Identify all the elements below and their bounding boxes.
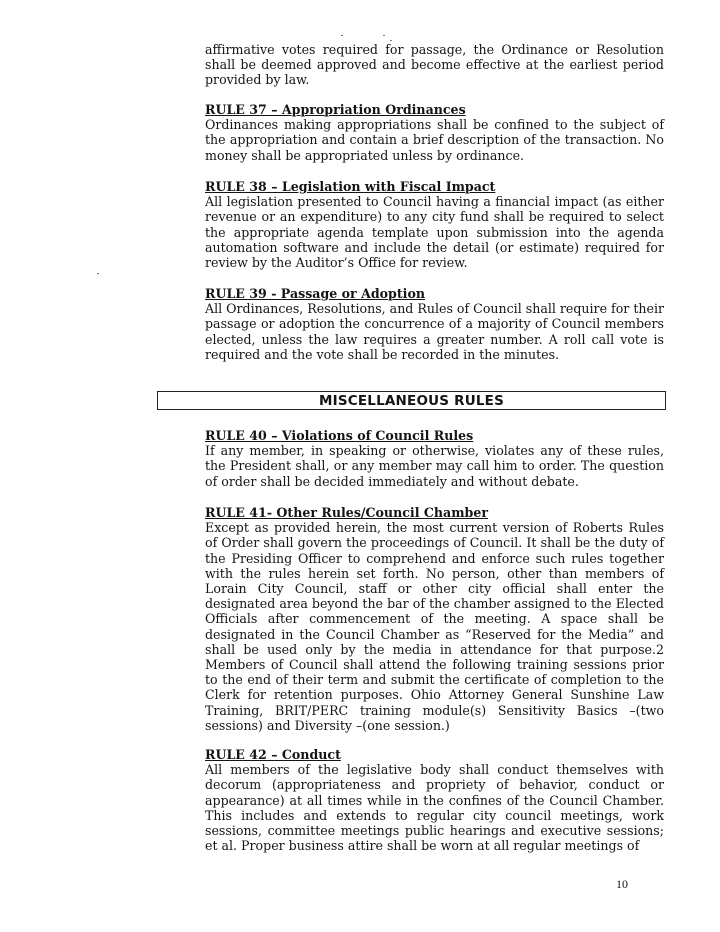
scan-speck xyxy=(97,273,99,274)
rule-body: Except as provided herein, the most current version of Roberts Rules of Order shall govern the proceedings of Council. It shall be the duty of the Presiding Officer to comprehend and enforce such rules together with the rules herein set forth. No person, other than members of Lorain City Council, staff or other city official shall enter the designated area beyond the bar of the chamber assigned to the Elected Officials after commencement of the meeting. A space shall be designated in the Council Chamber as “Reserved for the Media” and shall be used only by the media in attendance for that purpose.2 Members of Council shall attend the following training sessions prior to the end of their term and submit the certificate of completion to the Clerk for retention purposes. Ohio Attorney General Sunshine Law Training, BRIT/PERC training module(s) Sensitivity Basics –(two sessions) and Diversity –(one session.) xyxy=(205,520,664,733)
rule-heading: RULE 41- Other Rules/Council Chamber xyxy=(205,505,488,520)
scan-speck xyxy=(341,35,343,36)
continuation-block xyxy=(205,42,664,88)
rule-42 xyxy=(205,747,664,853)
section-banner: MISCELLANEOUS RULES xyxy=(157,391,666,410)
rule-41 xyxy=(205,505,664,733)
rule-37 xyxy=(205,102,664,163)
rule-heading: RULE 38 – Legislation with Fiscal Impact xyxy=(205,179,496,194)
page-number: 10 xyxy=(616,877,628,891)
rule-heading: RULE 42 – Conduct xyxy=(205,747,341,762)
rule-heading: RULE 39 - Passage or Adoption xyxy=(205,286,426,301)
continuation-text: affirmative votes required for passage, the Ordinance or Resolution shall be deemed approved and become effective at the earliest period provided by law. xyxy=(205,42,664,88)
scan-speck xyxy=(383,35,385,36)
rule-body: Ordinances making appropriations shall be confined to the subject of the appropriation and contain a brief description of the transaction. No money shall be appropriated unless by ordinance. xyxy=(205,117,664,163)
rule-body: All Ordinances, Resolutions, and Rules of Council shall require for their passage or adoption the concurrence of a majority of Council members elected, unless the law requires a greater number. A roll call vote is required and the vote shall be recorded in the minutes. xyxy=(205,301,664,362)
rule-body: All members of the legislative body shall conduct themselves with decorum (appropriateness and propriety of behavior, conduct or appearance) at all times while in the confines of the Council Chamber. This includes and extends to regular city council meetings, work sessions, committee meetings public hearings and executive sessions; et al. Proper business attire shall be worn at all regular meetings of xyxy=(205,762,664,854)
rule-heading: RULE 40 – Violations of Council Rules xyxy=(205,428,474,443)
rule-heading: RULE 37 – Appropriation Ordinances xyxy=(205,102,466,117)
rule-40 xyxy=(205,428,664,489)
rule-body: All legislation presented to Council having a financial impact (as either revenue or an expenditure) to any city fund shall be required to select the appropriate agenda template upon submission into the agenda automation software and include the detail (or estimate) required for review by the Auditor’s Office for review. xyxy=(205,194,664,271)
scan-speck xyxy=(390,40,392,41)
rule-38 xyxy=(205,179,664,270)
rule-body: If any member, in speaking or otherwise, violates any of these rules, the President shall, or any member may call him to order. The question of order shall be decided immediately and without debate. xyxy=(205,443,664,489)
rule-39 xyxy=(205,286,664,362)
